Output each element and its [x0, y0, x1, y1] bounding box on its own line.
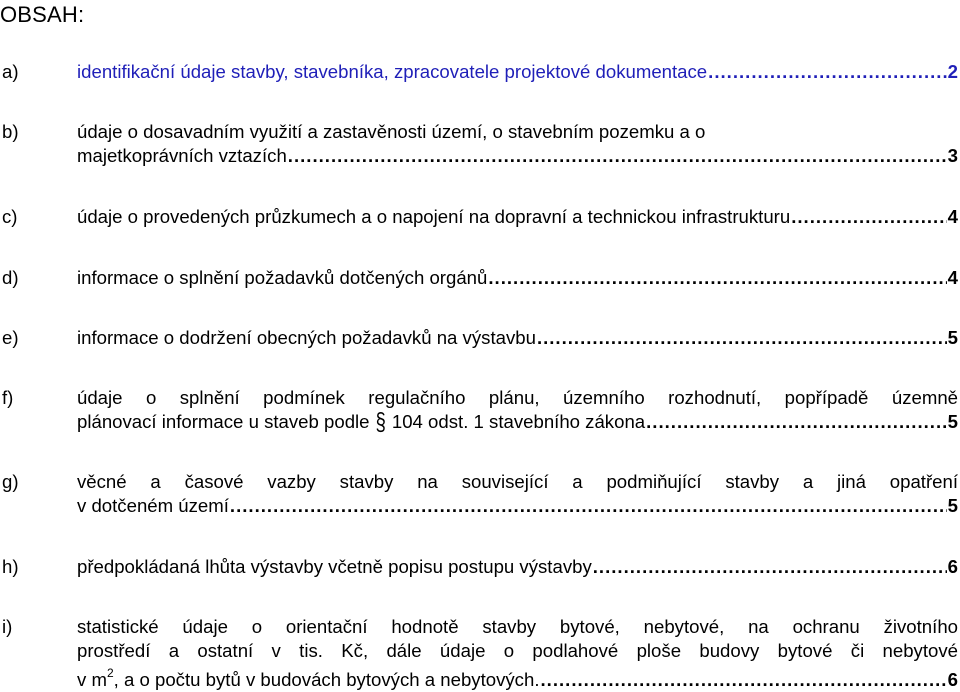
dot-leader	[288, 144, 947, 168]
dot-leader	[230, 494, 947, 518]
dot-leader	[593, 555, 947, 579]
entry-text: plánovací informace u staveb podle	[77, 411, 370, 432]
entry-text: 104 odst. 1 stavebního zákona	[391, 411, 646, 432]
page-number: 2	[947, 61, 958, 82]
entry-letter: a)	[2, 61, 19, 82]
page-number: 3	[947, 145, 958, 166]
entry-letter: h)	[2, 556, 19, 577]
entry-text: údaje o dosavadním využití a zastavěnosti území, o stavebním pozemku a o	[77, 121, 706, 142]
entry-text: údaje o provedených průzkumech a o napojení na dopravní a technickou infrastrukturu	[77, 206, 791, 227]
entry-letter: b)	[2, 121, 19, 142]
page-number: 6	[947, 669, 958, 691]
superscript-2: 2	[106, 666, 114, 680]
entry-text: v dotčeném území	[77, 495, 229, 516]
entry-text: statistické údaje o orientační hodnotě stavby bytové, nebytové, na ochranu životního	[77, 616, 958, 637]
entry-text	[77, 663, 540, 692]
dot-leader	[646, 410, 947, 434]
entry-text: identifikační údaje stavby, stavebníka, zpracovatele projektové dokumentace	[77, 61, 708, 82]
entry-letter: d)	[2, 267, 19, 288]
section-sign: §	[375, 407, 386, 436]
entry-letter: c)	[2, 206, 18, 227]
entry-text: věcné a časové vazby stavby na související a podmiňující stavby a jiná opatření	[77, 471, 958, 492]
page-title: OBSAH:	[0, 2, 85, 27]
entry-text: informace o splnění požadavků dotčených orgánů	[77, 267, 488, 288]
page-number: 5	[947, 327, 958, 348]
entry-text: údaje o splnění podmínek regulačního plánu, územního rozhodnutí, popřípadě územně	[77, 387, 958, 408]
dot-leader	[488, 266, 946, 290]
dot-leader	[537, 326, 947, 350]
dot-leader	[708, 60, 947, 84]
entry-text-part: , a o počtu bytů v budovách bytových a nebytových.	[113, 669, 540, 691]
entry-letter: e)	[2, 327, 19, 348]
entry-text: majetkoprávních vztazích	[77, 145, 287, 166]
entry-text: předpokládaná lhůta výstavby včetně popisu postupu výstavby	[77, 556, 592, 577]
page-number: 5	[947, 411, 958, 432]
page-number: 4	[947, 267, 958, 288]
entry-text-part: v m	[77, 669, 107, 691]
page-number: 5	[947, 495, 958, 516]
entry-text-line-1	[77, 120, 958, 144]
entry-text: informace o dodržení obecných požadavků na výstavbu	[77, 327, 536, 348]
entry-letter: i)	[2, 616, 13, 637]
entry-text: prostředí a ostatní v tis. Kč, dále údaje o podlahové ploše budovy bytové či nebytové	[77, 640, 958, 661]
entry-letter: f)	[2, 387, 14, 408]
page-number: 4	[947, 206, 958, 227]
page-number: 6	[947, 556, 958, 577]
entry-letter: g)	[2, 471, 19, 492]
dot-leader	[541, 668, 947, 692]
dot-leader	[791, 205, 946, 229]
